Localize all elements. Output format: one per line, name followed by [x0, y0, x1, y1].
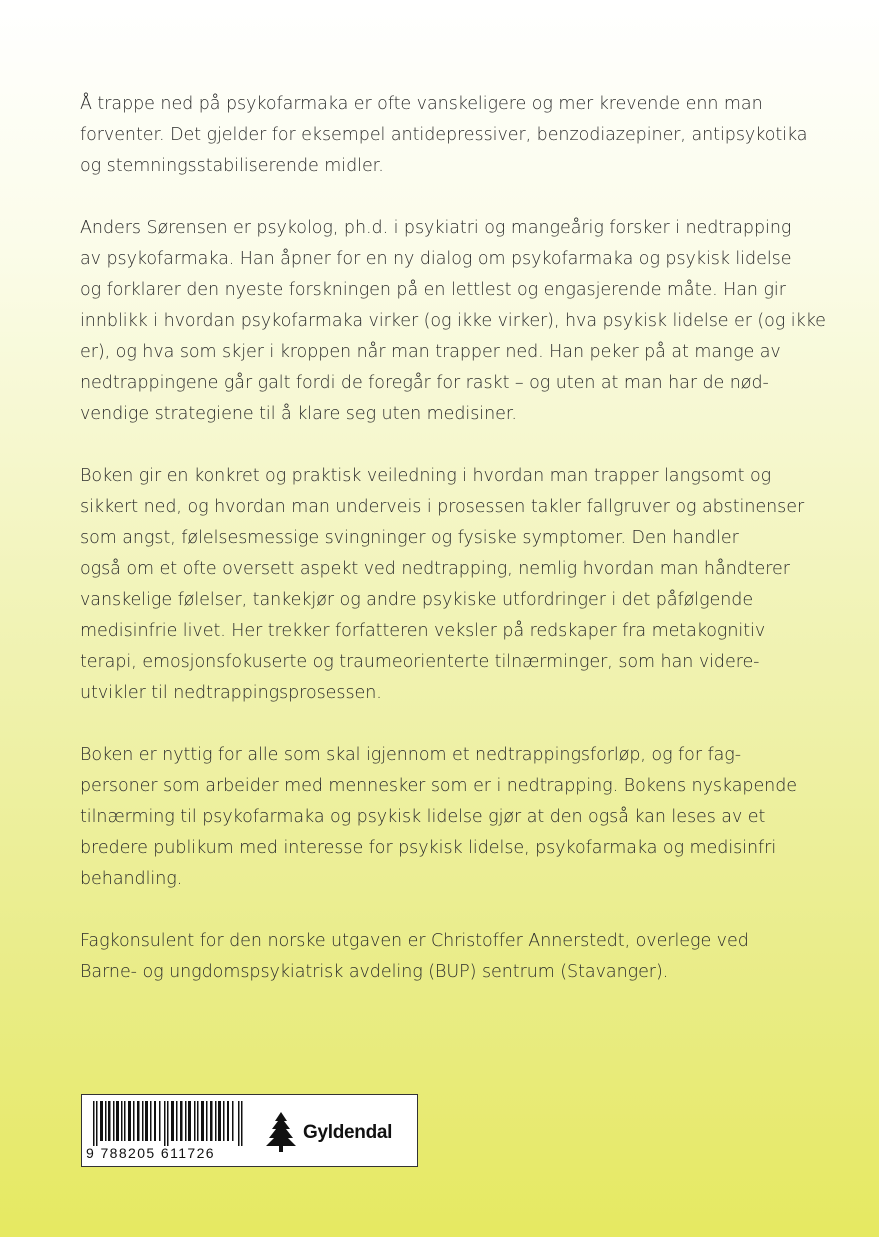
text-line: Anders Sørensen er psykolog, ph.d. i psykiatri og mangeårig forsker i nedtrapping	[80, 218, 792, 238]
text-line: behandling.	[80, 869, 183, 889]
text-line: utvikler til nedtrappingsprosessen.	[80, 683, 382, 703]
isbn-publisher-label	[81, 1094, 418, 1167]
text-line: Å trappe ned på psykofarmaka er ofte vanskeligere og mer krevende enn man	[80, 94, 763, 114]
text-line: Barne- og ungdomspsykiatrisk avdeling (BUP) sentrum (Stavanger).	[80, 962, 669, 982]
barcode-icon	[93, 1101, 244, 1146]
text-line: forventer. Det gjelder for eksempel antidepressiver, benzodiazepiner, antipsykotika	[80, 125, 808, 145]
text-line: innblikk i hvordan psykofarmaka virker (og ikke virker), hva psykisk lidelse er (og ikke	[80, 311, 826, 331]
text-line: er), og hva som skjer i kroppen når man trapper ned. Han peker på at mange av	[80, 342, 781, 362]
paragraph-consultant	[80, 926, 820, 988]
text-line: sikkert ned, og hvordan man underveis i prosessen takler fallgruver og abstinenser	[80, 497, 805, 517]
text-line: som angst, følelsesmessige svingninger og fysiske symptomer. Den handler	[80, 528, 739, 548]
paragraph-guidance	[80, 461, 820, 709]
text-line: Fagkonsulent for den norske utgaven er Christoffer Annerstedt, overlege ved	[80, 931, 749, 951]
text-line: terapi, emosjonsfokuserte og traumeorienterte tilnærminger, som han videre-	[80, 652, 760, 672]
text-line: Boken gir en konkret og praktisk veiledning i hvordan man trapper langsomt og	[80, 466, 772, 486]
text-line: og forklarer den nyeste forskningen på en lettlest og engasjerende måte. Han gir	[80, 280, 786, 300]
isbn-number: 9 788205 611726	[86, 1145, 215, 1161]
text-line: bredere publikum med interesse for psykisk lidelse, psykofarmaka og medisinfri	[80, 838, 777, 858]
paragraph-intro	[80, 89, 820, 182]
text-line: nedtrappingene går galt fordi de foregår for raskt – og uten at man har de nød-	[80, 373, 769, 393]
pine-tree-icon	[265, 1112, 297, 1152]
text-line: vendige strategiene til å klare seg uten medisiner.	[80, 404, 517, 424]
text-line: Boken er nyttig for alle som skal igjennom et nedtrappingsforløp, og for fag-	[80, 745, 741, 765]
text-line: også om et ofte oversett aspekt ved nedtrapping, nemlig hvordan man håndterer	[80, 559, 790, 579]
paragraph-author	[80, 213, 826, 430]
paragraph-audience	[80, 740, 820, 895]
back-cover-text	[80, 89, 826, 1019]
text-line: medisinfrie livet. Her trekker forfatteren veksler på redskaper fra metakognitiv	[80, 621, 766, 641]
text-line: og stemningsstabiliserende midler.	[80, 156, 384, 176]
text-line: personer som arbeider med mennesker som er i nedtrapping. Bokens nyskapende	[80, 776, 797, 796]
text-line: tilnærming til psykofarmaka og psykisk lidelse gjør at den også kan leses av et	[80, 807, 766, 827]
text-line: av psykofarmaka. Han åpner for en ny dialog om psykofarmaka og psykisk lidelse	[80, 249, 792, 269]
publisher-logo-text: Gyldendal	[303, 1122, 393, 1143]
text-line: vanskelige følelser, tankekjør og andre psykiske utfordringer i det påfølgende	[80, 590, 754, 610]
